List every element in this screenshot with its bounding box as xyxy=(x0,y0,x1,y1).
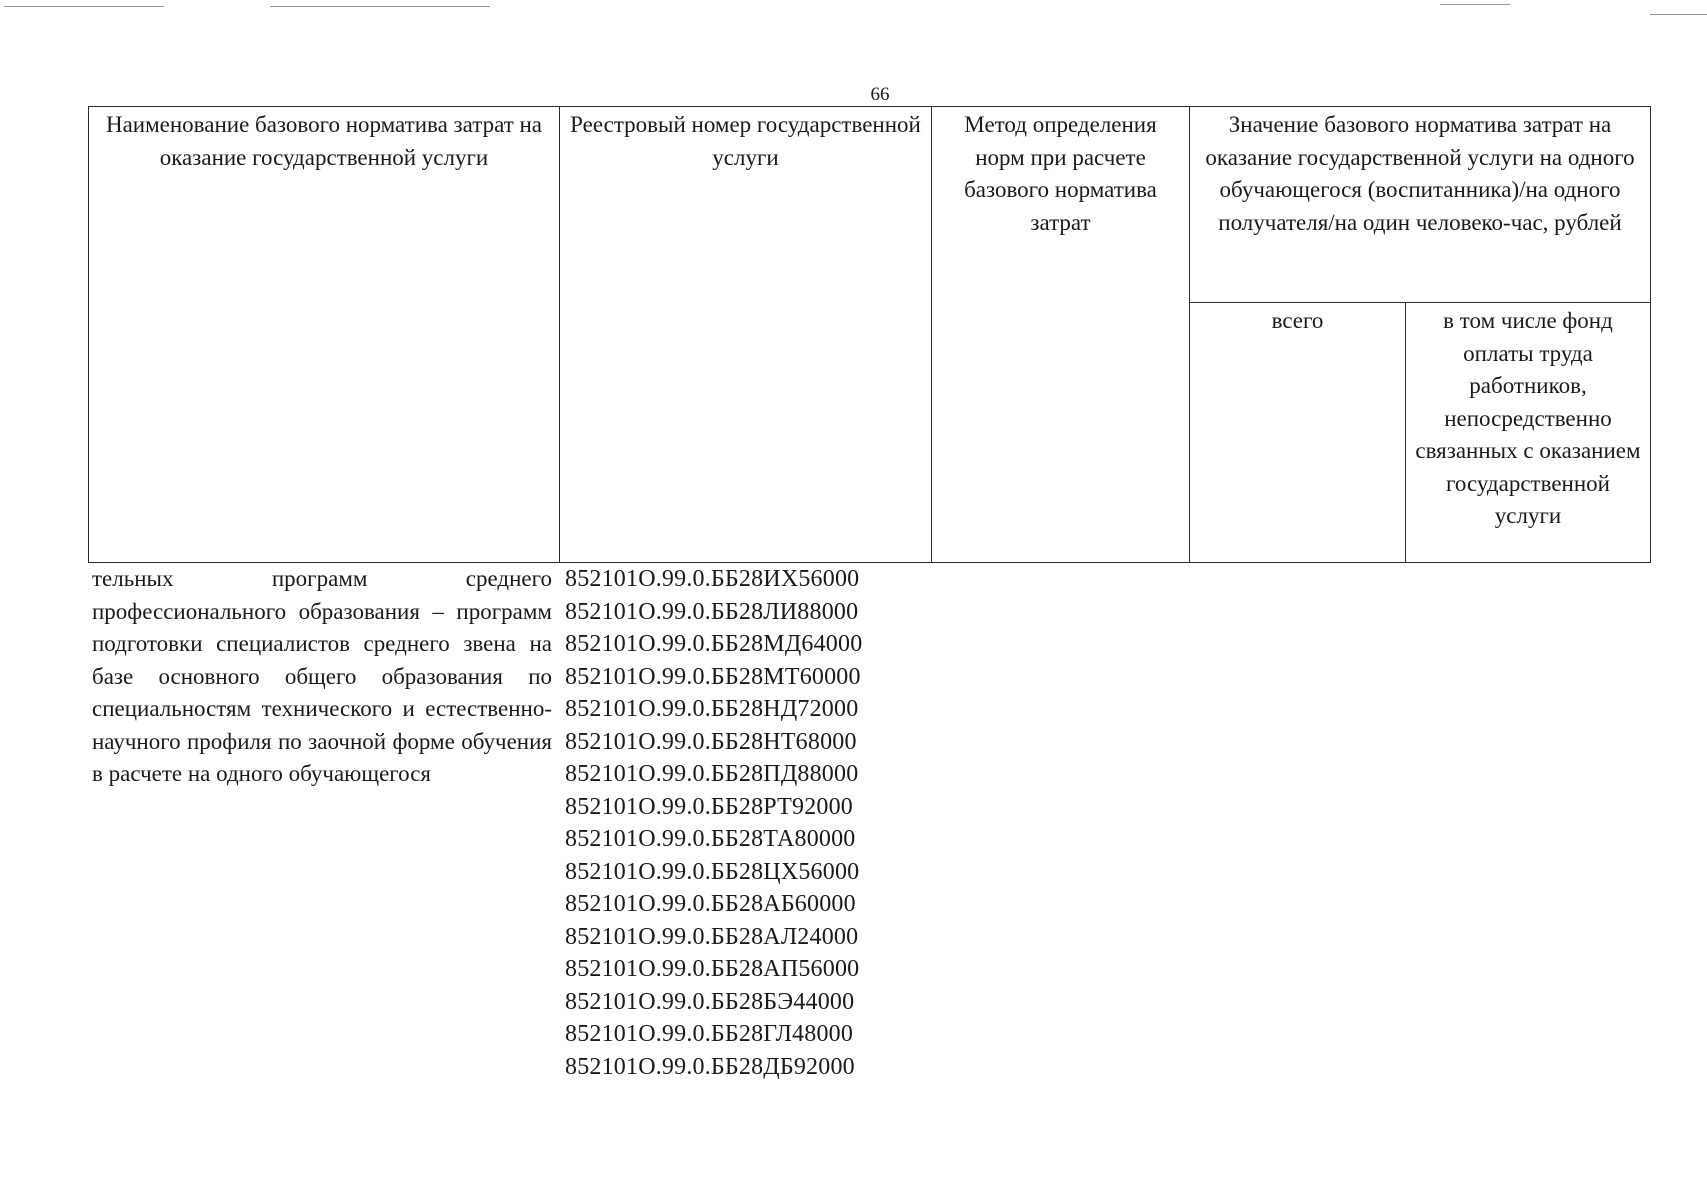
header-cell-total: всего xyxy=(1190,303,1406,563)
registry-number-item: 852101О.99.0.ББ28НД72000 xyxy=(565,696,859,722)
registry-number-item: 852101О.99.0.ББ28ПД88000 xyxy=(565,761,859,787)
registry-number-item: 852101О.99.0.ББ28ГЛ48000 xyxy=(565,1021,854,1047)
registry-number-item: 852101О.99.0.ББ28РТ92000 xyxy=(565,793,853,820)
header-cell-norm-value: Значение базового норматива затрат на оказание государственной услуги на одного обучающегося (воспитанника)/на одного получателя/на один человеко-час, рублей xyxy=(1190,107,1651,303)
header-cell-method: Метод определения норм при расчете базового норматива затрат xyxy=(932,107,1190,563)
registry-number-item: 852101О.99.0.ББ28НТ68000 xyxy=(565,728,857,755)
registry-number-item: 852101О.99.0.ББ28БЭ44000 xyxy=(565,988,855,1015)
scan-artifact-line xyxy=(1650,14,1707,15)
registry-number-item: 852101О.99.0.ББ28АП56000 xyxy=(565,956,860,982)
scan-artifact-line xyxy=(4,6,164,7)
header-cell-registry-number: Реестровый номер государственной услуги xyxy=(560,107,932,563)
scan-artifact-line xyxy=(1440,4,1510,5)
registry-number-item: 852101О.99.0.ББ28ТА80000 xyxy=(565,826,856,852)
registry-number-item: 852101О.99.0.ББ28МТ60000 xyxy=(565,663,861,690)
registry-number-item: 852101О.99.0.ББ28ИХ56000 xyxy=(565,566,860,592)
norm-name-text: тельных программ среднего профессионального образования – программ подготовки специалистов среднего звена на базе основного общего образования по специальностям технического и естественно-научного профиля по заочной форме обучения в расчете на одного обучающегося xyxy=(92,566,552,786)
norms-table-header xyxy=(88,106,1651,563)
registry-number-item: 852101О.99.0.ББ28ЛИ88000 xyxy=(565,598,859,625)
registry-number-item: 852101О.99.0.ББ28АЛ24000 xyxy=(565,923,859,950)
header-cell-wage-fund: в том числе фонд оплаты труда работников, непосредственно связанных с оказанием государственной услуги xyxy=(1406,303,1651,563)
registry-number-item: 852101О.99.0.ББ28МД64000 xyxy=(565,631,863,657)
registry-number-item: 852101О.99.0.ББ28ЦХ56000 xyxy=(565,858,860,885)
registry-number-list xyxy=(565,563,862,1083)
scan-artifact-line xyxy=(270,6,490,7)
registry-number-item: 852101О.99.0.ББ28ДБ92000 xyxy=(565,1053,855,1080)
page-number: 66 xyxy=(870,84,890,105)
header-cell-name: Наименование базового норматива затрат на оказание государственной услуги xyxy=(89,107,560,563)
registry-number-item: 852101О.99.0.ББ28АБ60000 xyxy=(565,891,856,917)
